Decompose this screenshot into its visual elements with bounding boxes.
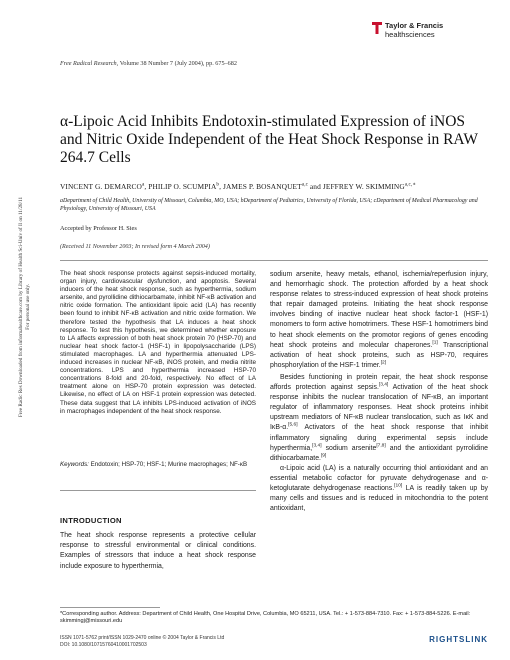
publisher-name: Taylor & Francis <box>385 21 444 30</box>
received-dates: (Received 11 November 2003; In revised form 4 March 2004) <box>60 244 210 250</box>
publisher-division: healthsciences <box>385 30 435 39</box>
affiliations: aDepartment of Child Health, University of Missouri, Columbia, MO, USA; bDepartment of Pediatrics, University of Florida, USA; cDepartment of Medical Pharmacology and Physiology, University of Missouri, USA <box>60 198 478 212</box>
author-list: VINCENT G. DEMARCO$^a$, PHILIP O. SCUMPIA$^b$, JAMES P. BOSANQUET$^{a,c}$ and JEFFREY W. $SKIMMING^{a,c,∗}$ <box>60 181 416 191</box>
body-paragraph: α-Lipoic acid (LA) is a naturally occurring thiol antioxidant and an essential metabolic cofactor for pyruvate dehydrogenase and α-ketoglutarate dehydrogenase reactions.[10] LA is readily taken up by many cells and tissues and is reduced in mitochondria to the potent antioxidant, <box>270 464 488 513</box>
header-divider <box>60 260 488 261</box>
body-paragraph: Besides functioning in protein repair, the heat shock response affords protection against sepsis.[3,4] Activation of the heat shock response inhibits the nuclear translocation of NF-κB, an important regulator of inflammatory responses. Heat shock proteins inhibit upstream mediators of NF-κB nuclear translocation, such as IκK and IκB-α.[5,6] Activators of the heat shock response that inhibit inflammatory signaling during experimental sepsis include hyperthermia,[3,4] sodium arsenite[7,8] and the antioxidant pyrrolidine dithiocarbamate.[9] <box>270 373 488 462</box>
issn-info: ISSN 1071-5762 print/ISSN 1029-2470 online © 2004 Taylor & Francis Ltd DOI: 10.1080/10715760410001702503 <box>60 635 225 648</box>
corresponding-author-footnote: *Corresponding author. Address: Department of Child Health, One Hospital Drive, Columbia, MO 65211, USA. Tel.: + 1-573-884-7310. Fax: + 1-573-884-5226. E-mail: skimmingj@missouri.edu <box>60 611 471 625</box>
section-heading: INTRODUCTION <box>60 516 122 525</box>
article-title: α-Lipoic Acid Inhibits Endotoxin-stimulated Expression of iNOS and Nitric Oxide Independent of the Heat Shock Response in RAW 264.7 Cells <box>60 113 478 166</box>
journal-citation: Free Radical Research, Volume 38 Number 7 (July 2004), pp. 675–682 <box>60 60 237 67</box>
accepted-by: Accepted by Professor H. Sies <box>60 225 137 232</box>
download-notice: Free Radic Res Downloaded from informahealthcare.com by Library of Health Sci-Univ of Il on 11/28/11 For personal use only. <box>18 196 31 418</box>
footnote-rule <box>60 607 160 608</box>
keywords: Keywords: Endotoxin; HSP-70; HSF-1; Murine macrophages; NF-κB <box>60 461 248 468</box>
taylor-francis-logo-icon <box>372 22 382 34</box>
abstract: The heat shock response protects against sepsis-induced mortality, organ injury, cardiovascular dysfunction, and apoptosis. Several inducers of the heat shock response, such as hyperthermia, sodium arsenite, and pyrollidine dithiocarbamate, inhibit NF-κB activation and nitric oxide formation. The antioxidant lipoic acid (LA) has recently been found to inhibit NF-κB activation and nitric oxide formation. We therefore tested the hypothesis that LA induces a heat shock response. To test this hypothesis, we determined whether exposure to LA affects expression of both heat shock protein 70 (HSP-70) and nuclear heat shock factor-1 (HSF-1) in lipopolysaccharide (LPS) stimulated macrophages. LA and hyperthermia attenuated LPS-induced increases in nuclear NF-κB, iNOS protein, and media nitrite concentrations. LPS and hyperthermia increased HSP-70 concentrations 8-fold and 20-fold, respectively. No effect of LA treatment alone on HSP-70 protein expression was detected. Likewise, no effect of LA on HSF-1 protein expression was detected. These data suggest that LA inhibits LPS-induced activation of iNOS in macrophages independent of the heat shock response. <box>60 270 256 415</box>
publisher-logo <box>372 20 482 44</box>
intro-paragraph: The heat shock response represents a protective cellular response to stressful environmental or clinical conditions. Examples of stressors that induce a heat shock response include exposure to hyperthermia, <box>60 532 256 570</box>
abstract-divider <box>60 490 256 491</box>
right-column <box>270 270 488 514</box>
rightslink-logo: RIGHTSLINK <box>429 635 488 644</box>
body-paragraph: sodium arsenite, heavy metals, ethanol, ischemia/reperfusion injury, and hemorrhagic shock. The protection afforded by a heat shock response relates to stress-induced expression of heat shock proteins that repair damaged proteins. Initiating the heat shock response involves binding of inactive nuclear heat shock factor-1 (HSF-1) monomers to form active homotrimers. These HSF-1 homotrimers bind to heat shock elements on the promotor regions of genes encoding heat shock proteins and molecular chaperones.[1] Transcriptional activation of heat shock proteins, such as HSP-70, requires phosphorylation of the HSF-1 trimer.[2] <box>270 271 488 369</box>
